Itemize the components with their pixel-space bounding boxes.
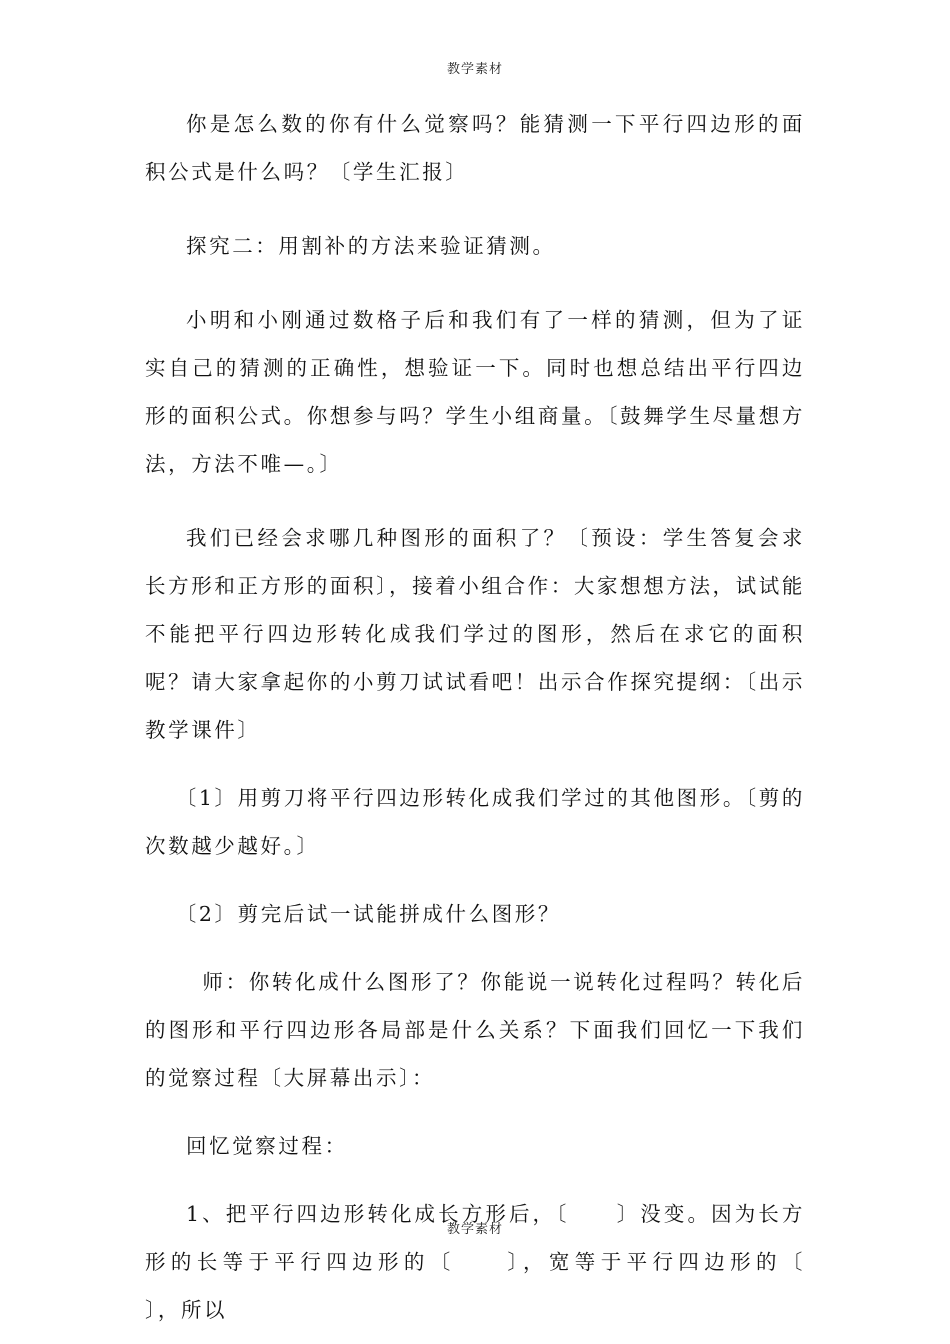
page-footer: 教学素材 — [446, 1222, 503, 1237]
paragraph-intro-question: 你是怎么数的你有什么觉察吗？能猜测一下平行四边形的面积公式是什么吗？〔学生汇报〕 — [145, 112, 805, 184]
page-header: 教学素材 — [446, 62, 503, 77]
paragraph-step-one: 〔1〕用剪刀将平行四边形转化成我们学过的其他图形。〔剪的次数越少越好。〕 — [145, 786, 805, 858]
document-body — [145, 100, 875, 1334]
paragraph-explore-two-heading: 探究二：用割补的方法来验证猜测。 — [186, 234, 556, 258]
paragraph-review-item-one: 1、把平行四边形转化成长方形后，〔 〕没变。因为长方形的长等于平行四边形的〔 〕，宽等于平行四边形的〔 〕，所以 — [145, 1202, 875, 1322]
paragraph-teacher-question: 师：你转化成什么图形了？你能说一说转化过程吗？转化后的图形和平行四边形各局部是什么关系？下面我们回忆一下我们的觉察过程〔大屏幕出示〕： — [145, 970, 805, 1090]
paragraph-xiaoming-verify: 小明和小刚通过数格子后和我们有了一样的猜测，但为了证实自己的猜测的正确性，想验证一下。同时也想总结出平行四边形的面积公式。你想参与吗？学生小组商量。〔鼓舞学生尽量想方法，方法不唯—。〕 — [145, 308, 805, 476]
paragraph-known-shapes: 我们已经会求哪几种图形的面积了？〔预设：学生答复会求长方形和正方形的面积〕，接着小组合作：大家想想方法，试试能不能把平行四边形转化成我们学过的图形，然后在求它的面积呢？请大家拿起你的小剪刀试试看吧！出示合作探究提纲：〔出示教学课件〕 — [145, 526, 805, 742]
paragraph-step-two: 〔2〕剪完后试一试能拼成什么图形？ — [175, 902, 561, 926]
paragraph-review-heading: 回忆觉察过程： — [186, 1134, 348, 1158]
